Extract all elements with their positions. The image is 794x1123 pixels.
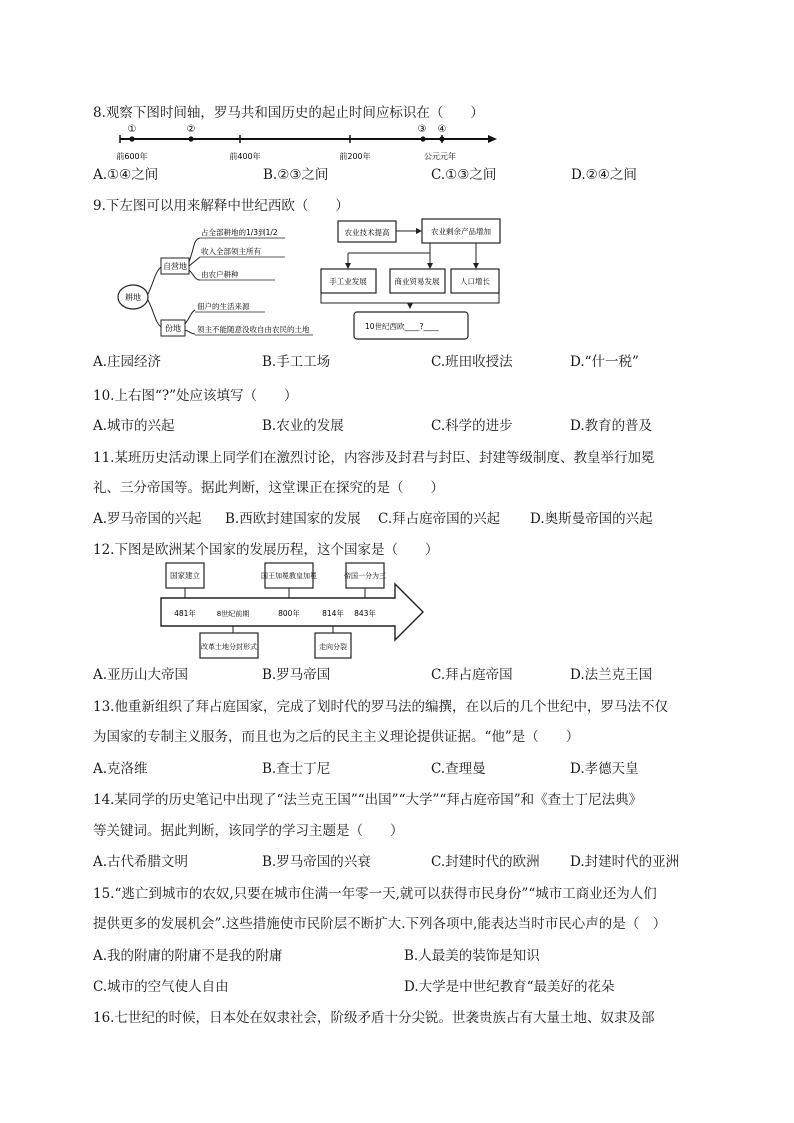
q9-branch1-item: 收入全部领主所有 (201, 247, 261, 256)
q8-marker-4: ④ (437, 124, 447, 135)
q15-stem-line2: 提供更多的发展机会”.这些措施使市民阶层不断扩大.下列各项中,能表达当时市民心声的是（ ） (93, 916, 667, 932)
q9-branch2-label: 份地 (165, 324, 181, 333)
q11-stem-line2: 礼、三分帝国等。据此判断，这堂课正在探究的是（ ） (93, 480, 444, 496)
q12-timeline-diagram (155, 561, 430, 663)
q12-option-b[interactable]: B.罗马帝国 (262, 667, 331, 683)
q14-stem-line1: 14.某同学的历史笔记中出现了“法兰克王国”“出国”“大学”“拜占庭帝国”和《查士丁尼法典》 (93, 792, 643, 808)
q12-option-d[interactable]: D.法兰克王国 (570, 667, 653, 683)
q9-economy-diagram (318, 213, 503, 348)
q9-branch1-label: 自营地 (163, 262, 187, 271)
q13-stem-line1: 13.他重新组织了拜占庭国家，完成了划时代的罗马法的编撰，在以后的几个世纪中，罗马法不仅 (93, 699, 668, 715)
q11-option-d[interactable]: D.奥斯曼帝国的兴起 (530, 511, 653, 527)
q10-stem: 10.上右图“?”处应该填写（ ） (93, 388, 298, 404)
q8-stem: 8.观察下图时间轴，罗马共和国历史的起止时间应标识在（ ） (93, 105, 484, 121)
q13-option-c[interactable]: C.查理曼 (431, 761, 486, 777)
q8-marker-2: ② (186, 124, 196, 135)
q12-year: 800年 (278, 609, 300, 618)
q12-bottom-box: 改革土地分封形式 (201, 643, 257, 651)
q8-tick-label: 前600年 (116, 152, 148, 161)
q12-year: 843年 (354, 609, 376, 618)
q9-option-a[interactable]: A.庄园经济 (93, 354, 162, 370)
q12-stem: 12.下图是欧洲某个国家的发展历程，这个国家是（ ） (93, 542, 439, 558)
q12-option-a[interactable]: A.亚历山大帝国 (93, 667, 189, 683)
q15-option-d[interactable]: D.大学是中世纪教育“最美好的花朵 (404, 979, 615, 995)
q8-marker-1: ① (127, 124, 137, 135)
q10-option-a[interactable]: A.城市的兴起 (93, 418, 175, 434)
q9-box-trade: 商业贸易发展 (394, 277, 440, 286)
q15-option-a[interactable]: A.我的附庸的附庸不是我的附庸 (93, 948, 283, 964)
q15-option-b[interactable]: B.人最美的装饰是知识 (404, 948, 540, 964)
q9-option-b[interactable]: B.手工工场 (262, 354, 331, 370)
q8-tick-label: 前400年 (229, 152, 261, 161)
q12-option-c[interactable]: C.拜占庭帝国 (431, 667, 513, 683)
q9-root-label: 耕地 (125, 293, 141, 302)
q13-option-d[interactable]: D.孝德天皇 (570, 761, 639, 777)
q8-timeline (100, 123, 500, 165)
q8-option-b[interactable]: B.②③之间 (263, 167, 329, 183)
q9-branch2-item: 领主不能随意没收自由农民的土地 (197, 325, 310, 334)
q15-stem-line1: 15.“逃亡到城市的农奴,只要在城市住满一年零一天,就可以获得市民身份”“城市工商业还为人们 (93, 886, 657, 902)
q8-marker-3: ③ (417, 124, 427, 135)
q13-option-a[interactable]: A.克洛维 (93, 761, 148, 777)
q11-option-a[interactable]: A.罗马帝国的兴起 (93, 511, 202, 527)
q9-stem: 9.下左图可以用来解释中世纪西欧（ ） (93, 198, 349, 214)
q9-question-box: 10世纪西欧____?____ (365, 322, 439, 331)
q9-option-d[interactable]: D.“什一税” (570, 354, 639, 370)
q12-top-box: 国家建立 (170, 571, 200, 580)
q13-option-b[interactable]: B.查士丁尼 (262, 761, 331, 777)
q9-branch2-item: 佃户的生活来源 (197, 302, 250, 311)
q12-top-box: 国王加冕教皇加冕 (261, 572, 317, 580)
q14-option-b[interactable]: B.罗马帝国的兴衰 (262, 854, 371, 870)
q12-year: 814年 (322, 609, 344, 618)
q9-branch1-item: 由农户耕种 (201, 270, 239, 279)
q11-option-c[interactable]: C.拜占庭帝国的兴起 (378, 511, 501, 527)
q9-box-tech: 农业技术提高 (344, 228, 390, 237)
q12-top-box: 帝国一分为三 (344, 572, 386, 580)
q14-option-a[interactable]: A.古代希腊文明 (93, 854, 189, 870)
q14-option-d[interactable]: D.封建时代的亚洲 (570, 854, 680, 870)
q12-year: 8世纪前期 (216, 610, 250, 618)
q11-option-b[interactable]: B.西欧封建国家的发展 (225, 511, 361, 527)
q10-option-d[interactable]: D.教育的普及 (570, 418, 653, 434)
q8-option-d[interactable]: D.②④之间 (571, 167, 637, 183)
q9-box-surplus: 农业剩余产品增加 (431, 227, 491, 236)
q9-box-population: 人口增长 (460, 277, 490, 286)
q9-option-c[interactable]: C.班田收授法 (431, 354, 513, 370)
q11-stem-line1: 11.某班历史活动课上同学们在激烈讨论，内容涉及封君与封臣、封建等级制度、教皇举行加冕 (93, 450, 655, 466)
q15-option-c[interactable]: C.城市的空气使人自由 (93, 979, 229, 995)
q9-land-diagram (115, 224, 315, 344)
q14-stem-line2: 等关键词。据此判断，该同学的学习主题是（ ） (93, 823, 404, 839)
q12-bottom-box: 走向分裂 (319, 643, 347, 651)
q16-stem-line1: 16.七世纪的时候，日本处在奴隶社会，阶级矛盾十分尖锐。世袭贵族占有大量土地、奴隶及部 (93, 1010, 655, 1026)
q10-option-c[interactable]: C.科学的进步 (431, 418, 513, 434)
q9-branch1-item: 占全部耕地的1/3到1/2 (201, 228, 278, 237)
q13-stem-line2: 为国家的专制主义服务，而且也为之后的民主主义理论提供证据。“他”是（ ） (93, 729, 580, 745)
q12-year: 481年 (174, 609, 196, 618)
q8-tick-label: 公元元年 (424, 152, 456, 161)
q8-option-c[interactable]: C.①③之间 (431, 167, 497, 183)
q8-option-a[interactable]: A.①④之间 (93, 167, 159, 183)
q14-option-c[interactable]: C.封建时代的欧洲 (431, 854, 540, 870)
q10-option-b[interactable]: B.农业的发展 (262, 418, 344, 434)
q8-tick-label: 前200年 (339, 152, 371, 161)
q9-box-handicraft: 手工业发展 (329, 277, 367, 286)
